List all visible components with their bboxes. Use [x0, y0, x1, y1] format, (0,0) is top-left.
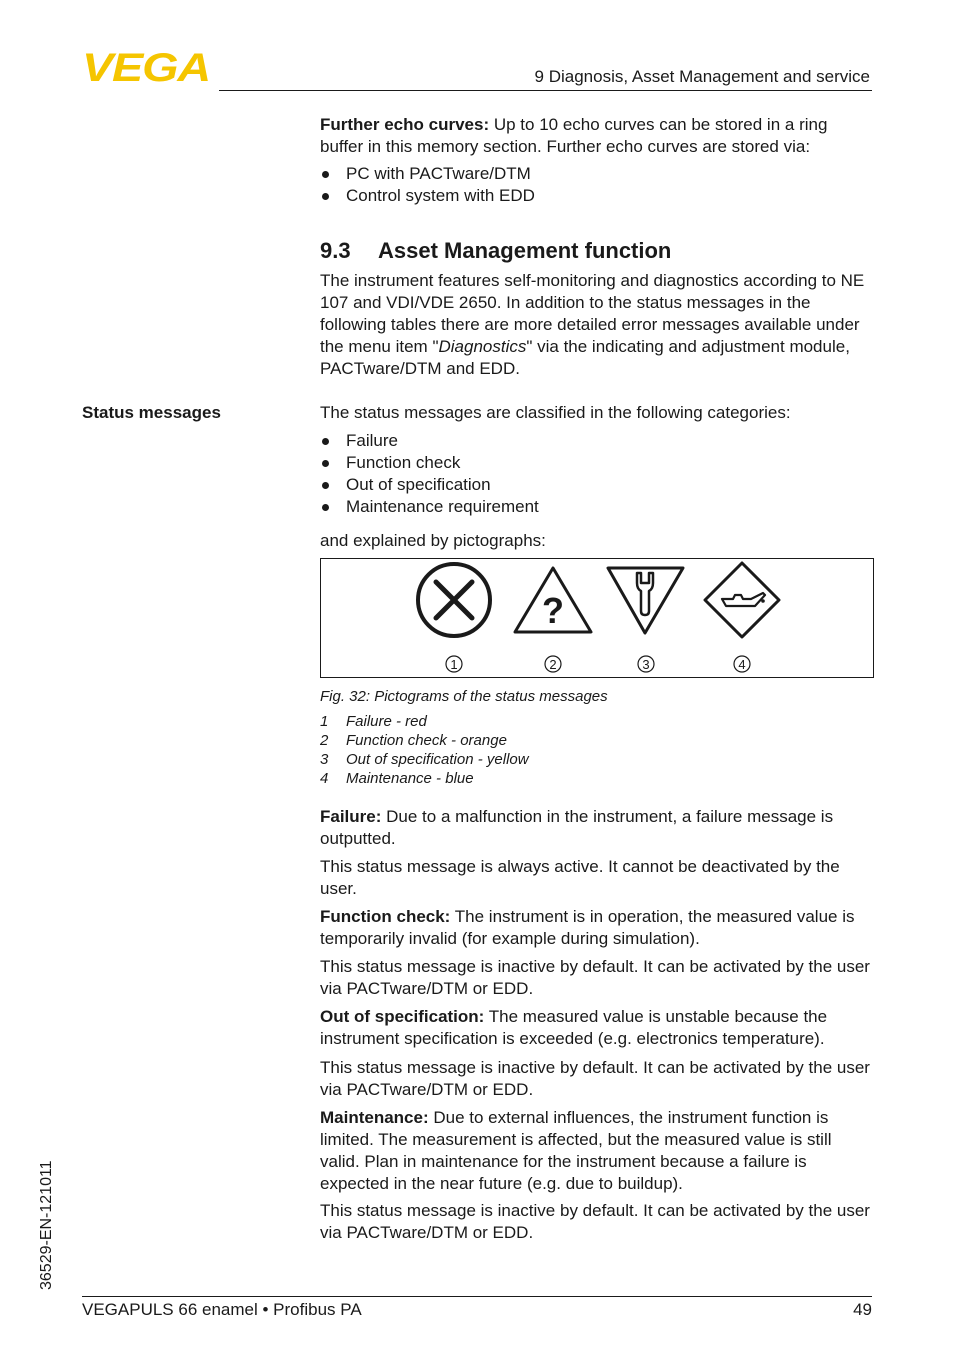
- pictogram-figure: [320, 558, 874, 678]
- pictogram-number: [545, 656, 561, 672]
- list-item: Maintenance requirement: [320, 496, 872, 518]
- status-lead: The status messages are classified in the following categories:: [320, 403, 791, 422]
- intro-label: Further echo curves:: [320, 115, 490, 134]
- pictographs-lead: and explained by pictographs:: [320, 531, 546, 550]
- legend-item: 3 Out of specification - yellow: [320, 751, 529, 768]
- intro-paragraph: [320, 114, 872, 158]
- list-item: Control system with EDD: [320, 185, 872, 207]
- description-out-of-specification-note: This status message is inactive by default. It can be activated by the user via PACTware/DTM or EDD.: [320, 1058, 870, 1099]
- list-item: Failure: [320, 430, 872, 452]
- out-of-specification-icon: [608, 568, 683, 633]
- header-rule: [219, 90, 872, 91]
- pictogram-number: [734, 656, 750, 672]
- maintenance-icon: [705, 563, 779, 637]
- section-number: 9.3: [320, 238, 351, 263]
- svg-text:3: 3: [642, 657, 650, 672]
- figure-legend: [320, 712, 529, 788]
- svg-text:2: 2: [549, 657, 557, 672]
- vega-logo: [82, 50, 212, 84]
- list-item: PC with PACTware/DTM: [320, 163, 872, 185]
- document-code: 36529-EN-121011: [38, 1160, 55, 1290]
- footer-product: VEGAPULS 66 enamel • Profibus PA: [82, 1300, 362, 1319]
- section-body: [320, 270, 872, 380]
- list-item: Function check: [320, 452, 872, 474]
- section-body-part: The instrument features self-monitoring and diagnostics according to NE 107 and VDI/VDE 2650. In addition to the status messages in the following tables there are more detailed error messages available under the menu item ": [320, 271, 865, 356]
- function-check-icon: [515, 568, 591, 632]
- section-title: Asset Management function: [378, 238, 672, 263]
- svg-text:?: ?: [542, 590, 564, 631]
- diagnostics-menu-item: Diagnostics: [438, 337, 527, 356]
- failure-icon: [418, 564, 490, 636]
- intro-bullet-list: [320, 163, 872, 207]
- status-category-list: [320, 430, 872, 518]
- svg-text:4: 4: [738, 657, 746, 672]
- section-heading: [320, 238, 671, 264]
- description-function-check: Function check: The instrument is in operation, the measured value is temporarily invalid (for example during simulation).: [320, 907, 855, 948]
- description-maintenance-note: This status message is inactive by default. It can be activated by the user via PACTware/DTM or EDD.: [320, 1201, 870, 1242]
- description-maintenance: Maintenance: Due to external influences, the instrument function is limited. The measurement is affected, but the measured value is still valid. Plan in maintenance for the instrument because a failure is expected in the near future (e.g. due to buildup).: [320, 1108, 832, 1193]
- pictogram-number: [446, 656, 462, 672]
- list-item: Out of specification: [320, 474, 872, 496]
- description-function-check-note: This status message is inactive by default. It can be activated by the user via PACTware/DTM or EDD.: [320, 957, 870, 998]
- figure-caption: Fig. 32: Pictograms of the status messages: [320, 688, 608, 705]
- svg-text:VEGA: VEGA: [82, 50, 210, 84]
- page-number: 49: [853, 1300, 872, 1319]
- legend-item: 4 Maintenance - blue: [320, 770, 474, 787]
- description-failure-note: This status message is always active. It cannot be deactivated by the user.: [320, 857, 840, 898]
- pictogram-number: [638, 656, 654, 672]
- svg-text:1: 1: [450, 657, 458, 672]
- legend-item: 2 Function check - orange: [320, 732, 507, 749]
- margin-label-status-messages: Status messages: [82, 403, 221, 422]
- intro-text: Up to 10 echo curves can be stored in a ring buffer in this memory section. Further echo curves are stored via:: [320, 115, 828, 156]
- section-body-part: " via the indicating and adjustment module, PACTware/DTM and EDD.: [320, 337, 850, 378]
- legend-item: 1 Failure - red: [320, 713, 427, 730]
- footer-rule: [82, 1296, 872, 1297]
- description-failure: Failure: Due to a malfunction in the instrument, a failure message is outputted.: [320, 807, 834, 848]
- header-section-title: 9 Diagnosis, Asset Management and service: [534, 67, 870, 86]
- description-out-of-specification: Out of specification: The measured value is unstable because the instrument specification is exceeded (e.g. electronics temperature).: [320, 1007, 828, 1048]
